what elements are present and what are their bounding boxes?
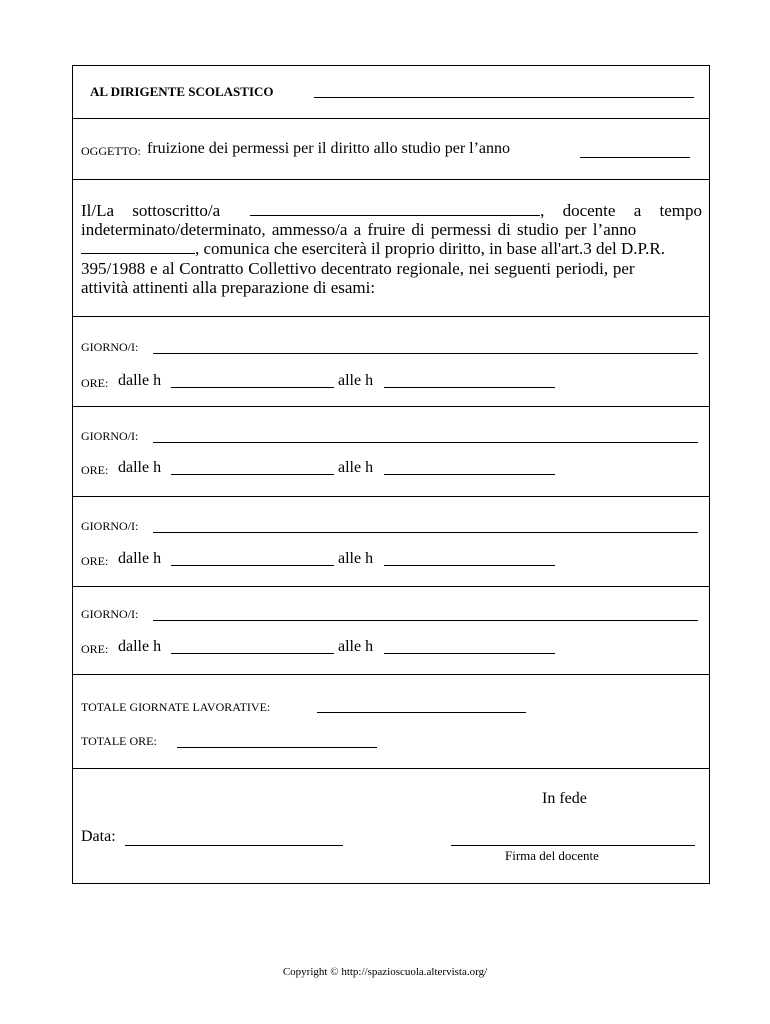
period-hours-label: ORE: bbox=[81, 376, 109, 390]
period-days-field[interactable] bbox=[153, 532, 698, 533]
period-from-field[interactable] bbox=[171, 653, 334, 654]
period-from-label: dalle h bbox=[118, 372, 162, 389]
declaration-line-4: 395/1988 e al Contratto Collettivo decentrato regionale, nei seguenti periodi, per bbox=[81, 259, 635, 278]
copyright-footer: Copyright © http://spazioscuola.altervista.org/ bbox=[282, 966, 488, 978]
recipient-section bbox=[73, 66, 709, 119]
recipient-label: AL DIRIGENTE SCOLASTICO bbox=[90, 84, 274, 99]
period-to-label: alle h bbox=[338, 372, 374, 389]
period-to-field[interactable] bbox=[384, 565, 555, 566]
declaration-line-5: attività attinenti alla preparazione di esami: bbox=[81, 278, 376, 297]
period-from-field[interactable] bbox=[171, 474, 334, 475]
request-form bbox=[72, 65, 710, 884]
in-fede-text: In fede bbox=[542, 790, 587, 807]
period-hours-label: ORE: bbox=[81, 463, 109, 477]
total-hours-field[interactable] bbox=[177, 747, 377, 748]
date-field[interactable] bbox=[125, 845, 343, 846]
declaration-section bbox=[73, 180, 709, 317]
signature-caption: Firma del docente bbox=[505, 848, 599, 863]
period-to-label: alle h bbox=[338, 459, 374, 476]
declaration-year-field[interactable] bbox=[81, 239, 195, 254]
period-from-label: dalle h bbox=[118, 638, 162, 655]
subject-section bbox=[73, 119, 709, 180]
period-from-label: dalle h bbox=[118, 459, 162, 476]
declaration-line-1 bbox=[81, 201, 702, 221]
period-days-field[interactable] bbox=[153, 442, 698, 443]
declaration-role-text: , docente a tempo bbox=[540, 201, 702, 220]
period-days-field[interactable] bbox=[153, 620, 698, 621]
period-to-label: alle h bbox=[338, 638, 374, 655]
period-section bbox=[73, 497, 709, 587]
declarant-name-field[interactable] bbox=[250, 201, 540, 216]
period-to-field[interactable] bbox=[384, 387, 555, 388]
period-from-field[interactable] bbox=[171, 565, 334, 566]
period-days-field[interactable] bbox=[153, 353, 698, 354]
recipient-name-field[interactable] bbox=[314, 97, 694, 98]
period-to-field[interactable] bbox=[384, 474, 555, 475]
period-from-field[interactable] bbox=[171, 387, 334, 388]
period-section bbox=[73, 407, 709, 497]
declaration-line-3-text: , comunica che eserciterà il proprio diritto, in base all'art.3 del D.P.R. bbox=[195, 239, 665, 258]
declaration-name-label: Il/La sottoscritto/a bbox=[81, 201, 221, 220]
totals-section bbox=[73, 675, 709, 769]
declaration-name-group bbox=[250, 201, 702, 221]
period-days-label: GIORNO/I: bbox=[81, 519, 139, 533]
total-hours-label: TOTALE ORE: bbox=[81, 734, 157, 748]
period-to-field[interactable] bbox=[384, 653, 555, 654]
signature-section bbox=[73, 769, 709, 885]
period-days-label: GIORNO/I: bbox=[81, 429, 139, 443]
declaration-line-3 bbox=[81, 239, 702, 259]
total-days-field[interactable] bbox=[317, 712, 526, 713]
period-hours-label: ORE: bbox=[81, 554, 109, 568]
total-days-label: TOTALE GIORNATE LAVORATIVE: bbox=[81, 700, 271, 714]
date-label: Data: bbox=[81, 828, 116, 845]
period-days-label: GIORNO/I: bbox=[81, 607, 139, 621]
period-section bbox=[73, 317, 709, 407]
period-to-label: alle h bbox=[338, 550, 374, 567]
period-section bbox=[73, 587, 709, 675]
period-from-label: dalle h bbox=[118, 550, 162, 567]
period-hours-label: ORE: bbox=[81, 642, 109, 656]
period-days-label: GIORNO/I: bbox=[81, 340, 139, 354]
signature-field[interactable] bbox=[451, 845, 695, 846]
subject-year-field[interactable] bbox=[580, 157, 690, 158]
declaration-line-2: indeterminato/determinato, ammesso/a a fruire di permessi di studio per l’anno bbox=[81, 220, 637, 239]
subject-label: OGGETTO: bbox=[81, 144, 141, 158]
subject-text: fruizione dei permessi per il diritto allo studio per l’anno bbox=[147, 140, 511, 157]
